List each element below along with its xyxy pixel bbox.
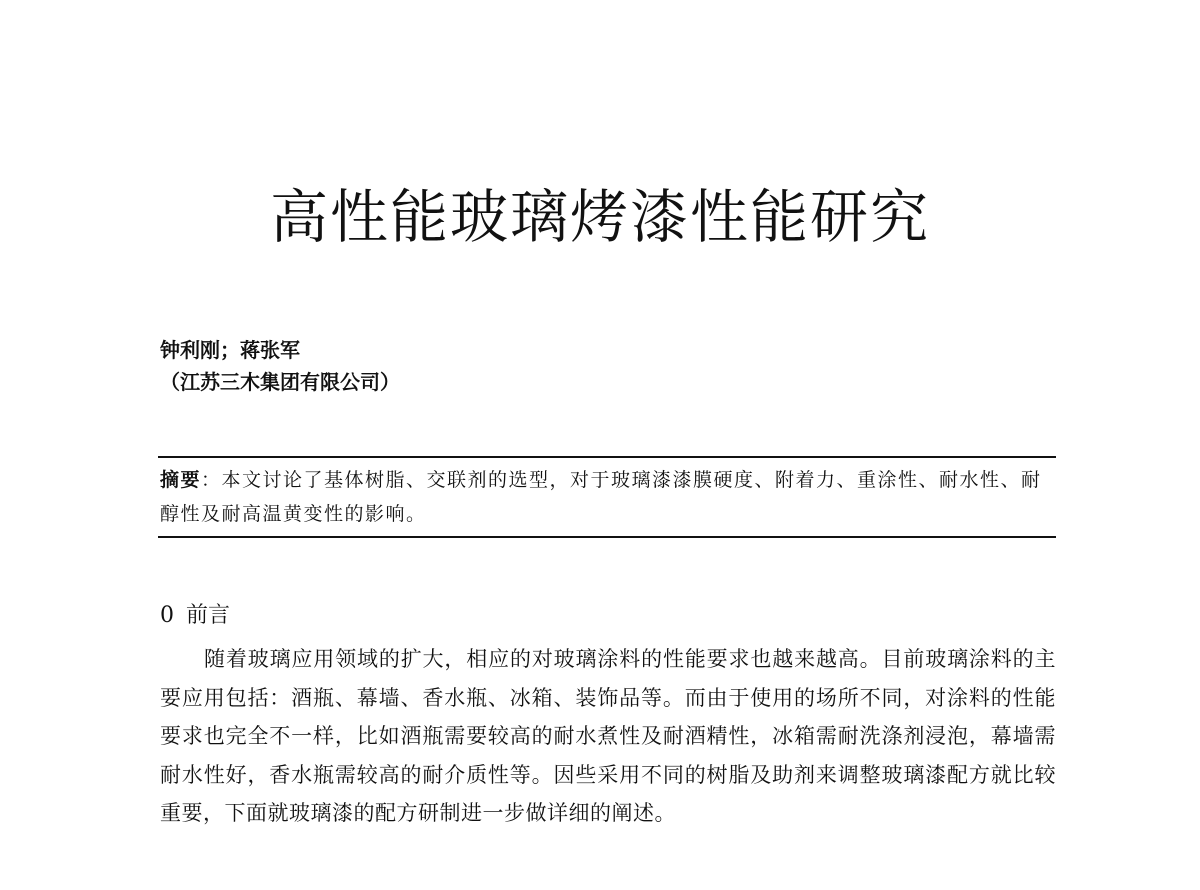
abstract-separator: ： [201,469,222,491]
author-affiliation: （江苏三木集团有限公司） [160,370,400,394]
section-number: 0 [160,603,174,628]
abstract-top-rule [158,456,1056,458]
abstract-bottom-rule [158,536,1056,538]
abstract-label: 摘要 [160,469,202,491]
abstract-block [160,463,1056,531]
section-heading [160,600,230,632]
section-paragraph: 随着玻璃应用领域的扩大，相应的对玻璃涂料的性能要求也越来越高。目前玻璃涂料的主要应用包括：酒瓶、幕墙、香水瓶、冰箱、装饰品等。而由于使用的场所不同，对涂料的性能要求也完全不一样，比如酒瓶需要较高的耐水煮性及耐酒精性，冰箱需耐洗涤剂浸泡，幕墙需耐水性好，香水瓶需较高的耐介质性等。因些采用不同的树脂及助剂来调整玻璃漆配方就比较重要，下面就玻璃漆的配方研制进一步做详细的阐述。 [160,647,1056,825]
section-title: 前言 [186,603,231,628]
paper-title: 高性能玻璃烤漆性能研究 [269,183,930,251]
abstract-text: 本文讨论了基体树脂、交联剂的选型，对于玻璃漆漆膜硬度、附着力、重涂性、耐水性、耐醇性及耐高温黄变性的影响。 [160,469,1042,525]
author-list: 钟利刚；蒋张军 [160,338,300,362]
